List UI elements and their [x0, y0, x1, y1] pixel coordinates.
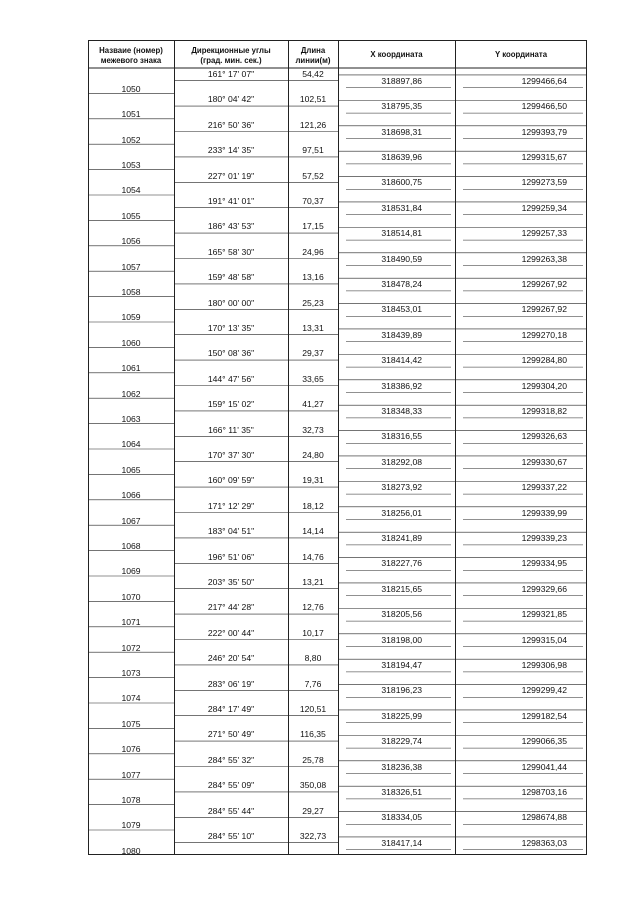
y-coordinate-cell: 1299299,42 [521, 685, 567, 696]
length-cell: 102,51 [299, 94, 327, 105]
x-coordinate-cell: 318292,08 [381, 456, 422, 467]
length-cell: 350,08 [299, 780, 327, 791]
header-length-line2: линии(м) [295, 55, 331, 65]
y-coordinate-cell: 1299259,34 [521, 202, 567, 213]
angle-cell: 246° 20' 54" [207, 653, 255, 664]
length-cell: 41,27 [302, 399, 324, 410]
header-angle-line1: Дирекционные углы [191, 46, 271, 55]
angle-cell: 160° 09' 59" [207, 475, 255, 486]
x-coordinate-cell: 318236,38 [381, 761, 422, 772]
y-coordinate-cell: 1298363,03 [521, 837, 567, 848]
angle-cell: 159° 15' 02" [207, 399, 255, 410]
angle-cell: 170° 13' 35" [207, 323, 255, 333]
length-cell: 32,73 [302, 424, 324, 435]
y-coordinate-cell: 1299304,20 [521, 380, 567, 391]
x-coordinate-cell: 318241,89 [381, 532, 422, 543]
angle-cell: 271° 50' 49" [207, 729, 255, 740]
point-name-cell: 1055 [121, 210, 141, 221]
x-coordinate-cell: 318256,01 [381, 507, 422, 518]
x-coordinate-cell: 318600,75 [381, 177, 422, 188]
x-coordinate-cell: 318198,00 [381, 634, 422, 645]
point-name-cell: 1069 [121, 566, 141, 577]
length-cell: 322,73 [299, 831, 327, 841]
length-cell: 24,80 [302, 450, 324, 460]
x-coordinate-cell: 318215,65 [381, 583, 422, 594]
angle-cell: 166° 11' 35" [208, 424, 254, 435]
length-cell: 17,15 [302, 221, 324, 232]
point-name-cell: 1050 [121, 83, 141, 94]
x-coordinate-cell: 318897,86 [381, 75, 422, 86]
angle-cell: 180° 00' 00" [207, 297, 255, 308]
y-coordinate-cell: 1299466,64 [521, 75, 567, 86]
y-coordinate-cell: 1299267,92 [521, 278, 567, 289]
angle-cell: 216° 50' 36" [207, 119, 255, 130]
length-cell: 70,37 [302, 196, 324, 206]
length-cell: 24,96 [302, 246, 324, 257]
point-name-cell: 1067 [121, 515, 141, 526]
point-name-cell: 1079 [121, 820, 141, 831]
y-coordinate-cell: 1299182,54 [521, 710, 567, 721]
x-coordinate-cell: 318326,51 [381, 786, 422, 797]
angle-cell: 196° 51' 06" [207, 551, 255, 562]
y-coordinate-cell: 1299329,66 [521, 583, 567, 594]
x-coordinate-cell: 318698,31 [381, 126, 422, 137]
length-cell: 121,26 [299, 119, 327, 130]
point-name-cell: 1056 [121, 236, 141, 247]
y-coordinate-cell: 1299270,18 [521, 329, 567, 340]
point-name-cell: 1074 [121, 693, 141, 704]
x-coordinate-cell: 318795,35 [381, 101, 422, 112]
length-cell: 25,23 [302, 297, 324, 308]
y-coordinate-cell: 1299339,23 [521, 532, 567, 543]
point-name-cell: 1061 [121, 363, 141, 374]
y-coordinate-cell: 1299273,59 [521, 177, 567, 188]
x-coordinate-cell: 318227,76 [381, 558, 422, 569]
length-cell: 120,51 [299, 704, 327, 714]
angle-cell: 284° 17' 49" [207, 704, 255, 714]
angle-cell: 144° 47' 56" [207, 373, 255, 384]
angle-cell: 284° 55' 09" [207, 780, 255, 791]
angle-cell: 283° 06' 19" [207, 678, 255, 689]
x-coordinate-cell: 318194,47 [381, 659, 422, 670]
length-cell: 29,27 [302, 805, 324, 816]
x-coordinate-cell: 318490,59 [381, 253, 422, 264]
x-coordinate-cell: 318478,24 [381, 278, 422, 289]
x-coordinate-cell: 318414,42 [381, 355, 422, 366]
point-name-cell: 1066 [121, 490, 141, 501]
y-coordinate-cell: 1299337,22 [521, 482, 567, 493]
header-angle-line2: (град. мин. сек.) [200, 55, 262, 65]
angle-cell: 159° 48' 58" [207, 272, 255, 283]
point-name-cell: 1063 [121, 413, 141, 424]
y-coordinate-cell: 1299066,35 [521, 736, 567, 747]
y-coordinate-cell: 1299334,95 [521, 558, 567, 569]
angle-cell: 186° 43' 53" [207, 221, 255, 232]
point-name-cell: 1057 [121, 261, 141, 272]
y-coordinate-cell: 1299393,79 [521, 126, 567, 137]
y-coordinate-cell: 1299466,50 [521, 101, 567, 112]
angle-cell: 284° 55' 32" [207, 754, 255, 765]
angle-cell: 165° 58' 30" [207, 246, 255, 257]
point-name-cell: 1071 [121, 617, 141, 628]
angle-cell: 183° 04' 51" [207, 526, 255, 537]
angle-cell: 222° 00' 44" [207, 627, 255, 638]
x-coordinate-cell: 318439,89 [381, 329, 422, 340]
y-coordinate-cell: 1299267,92 [521, 304, 567, 315]
length-cell: 57,52 [302, 170, 324, 181]
y-coordinate-cell: 1299339,99 [521, 507, 567, 518]
length-cell: 7,76 [304, 678, 322, 689]
point-name-cell: 1065 [121, 464, 141, 475]
x-coordinate-cell: 318334,05 [381, 812, 422, 823]
length-cell: 14,76 [302, 551, 324, 562]
header-y: Y координата [494, 50, 548, 59]
point-name-cell: 1059 [121, 312, 141, 323]
length-cell: 13,31 [302, 323, 324, 333]
point-name-cell: 1080 [121, 845, 141, 856]
point-name-cell: 1052 [121, 134, 141, 145]
header-angle [174, 46, 288, 65]
y-coordinate-cell: 1299284,80 [521, 355, 567, 366]
angle-cell: 284° 55' 44" [207, 805, 255, 816]
length-cell: 13,16 [302, 272, 324, 283]
header-name-line2: межевого знака [100, 55, 162, 65]
x-coordinate-cell: 318417,14 [381, 837, 422, 848]
x-coordinate-cell: 318196,23 [381, 685, 422, 696]
y-coordinate-cell: 1299263,38 [521, 253, 567, 264]
length-cell: 54,42 [302, 69, 324, 79]
x-coordinate-cell: 318229,74 [381, 736, 422, 747]
length-cell: 8,80 [304, 653, 322, 664]
x-coordinate-cell: 318273,92 [381, 482, 422, 493]
angle-cell: 203° 35' 50" [207, 577, 255, 587]
length-cell: 97,51 [302, 145, 324, 156]
header-name [88, 46, 174, 65]
point-name-cell: 1058 [121, 286, 141, 297]
y-coordinate-cell: 1299315,04 [521, 634, 567, 645]
point-name-cell: 1054 [121, 185, 141, 196]
point-name-cell: 1051 [121, 109, 141, 120]
point-name-cell: 1060 [121, 337, 141, 348]
point-name-cell: 1062 [121, 388, 141, 399]
y-coordinate-cell: 1299315,67 [521, 151, 567, 162]
x-coordinate-cell: 318453,01 [381, 304, 422, 315]
x-coordinate-cell: 318639,96 [381, 151, 422, 162]
x-coordinate-cell: 318386,92 [381, 380, 422, 391]
y-coordinate-cell: 1298703,16 [521, 786, 567, 797]
angle-cell: 171° 12' 29" [207, 500, 255, 511]
point-name-cell: 1064 [121, 439, 141, 450]
point-name-cell: 1077 [121, 769, 141, 780]
point-name-cell: 1053 [121, 159, 141, 170]
angle-cell: 217° 44' 28" [207, 602, 255, 613]
header-x: X координата [370, 50, 423, 59]
length-cell: 116,35 [300, 729, 326, 740]
point-name-cell: 1076 [121, 744, 141, 755]
length-cell: 33,65 [302, 373, 324, 384]
x-coordinate-cell: 318225,99 [381, 710, 422, 721]
angle-cell: 284° 55' 10" [207, 831, 255, 841]
header-name-line1: Назваие (номер) [99, 46, 163, 55]
y-coordinate-cell: 1299306,98 [521, 659, 567, 670]
length-cell: 10,17 [302, 627, 324, 638]
y-coordinate-cell: 1299321,85 [521, 609, 567, 620]
point-name-cell: 1075 [121, 718, 141, 729]
point-name-cell: 1070 [121, 591, 141, 602]
angle-cell: 150° 08' 36" [207, 348, 255, 359]
x-coordinate-cell: 318348,33 [381, 405, 422, 416]
length-cell: 12,76 [302, 602, 324, 613]
y-coordinate-cell: 1299318,82 [521, 405, 567, 416]
length-cell: 19,31 [302, 475, 324, 486]
header-length [288, 46, 338, 65]
angle-cell: 191° 41' 01" [207, 196, 255, 206]
point-name-cell: 1072 [121, 642, 141, 653]
y-coordinate-cell: 1299330,67 [521, 456, 567, 467]
length-cell: 14,14 [302, 526, 324, 537]
x-coordinate-cell: 318205,56 [381, 609, 422, 620]
y-coordinate-cell: 1299257,33 [521, 228, 567, 239]
angle-cell: 233° 14' 35" [207, 145, 255, 156]
header-length-line1: Длина [300, 46, 326, 55]
angle-cell: 161° 17' 07" [207, 69, 255, 79]
length-cell: 25,78 [302, 754, 324, 765]
point-name-cell: 1068 [121, 540, 141, 551]
length-cell: 29,37 [302, 348, 324, 359]
length-cell: 18,12 [302, 500, 324, 511]
angle-cell: 170° 37' 30" [207, 450, 255, 460]
y-coordinate-cell: 1298674,88 [521, 812, 567, 823]
length-cell: 13,21 [302, 577, 324, 587]
y-coordinate-cell: 1299041,44 [521, 761, 567, 772]
angle-cell: 227° 01' 19" [207, 170, 255, 181]
coordinates-table [88, 40, 587, 855]
x-coordinate-cell: 318316,55 [381, 431, 422, 442]
y-coordinate-cell: 1299326,63 [521, 431, 567, 442]
point-name-cell: 1078 [121, 794, 141, 805]
x-coordinate-cell: 318531,84 [381, 202, 422, 213]
x-coordinate-cell: 318514,81 [381, 228, 422, 239]
angle-cell: 180° 04' 42" [207, 94, 255, 105]
point-name-cell: 1073 [121, 667, 141, 678]
